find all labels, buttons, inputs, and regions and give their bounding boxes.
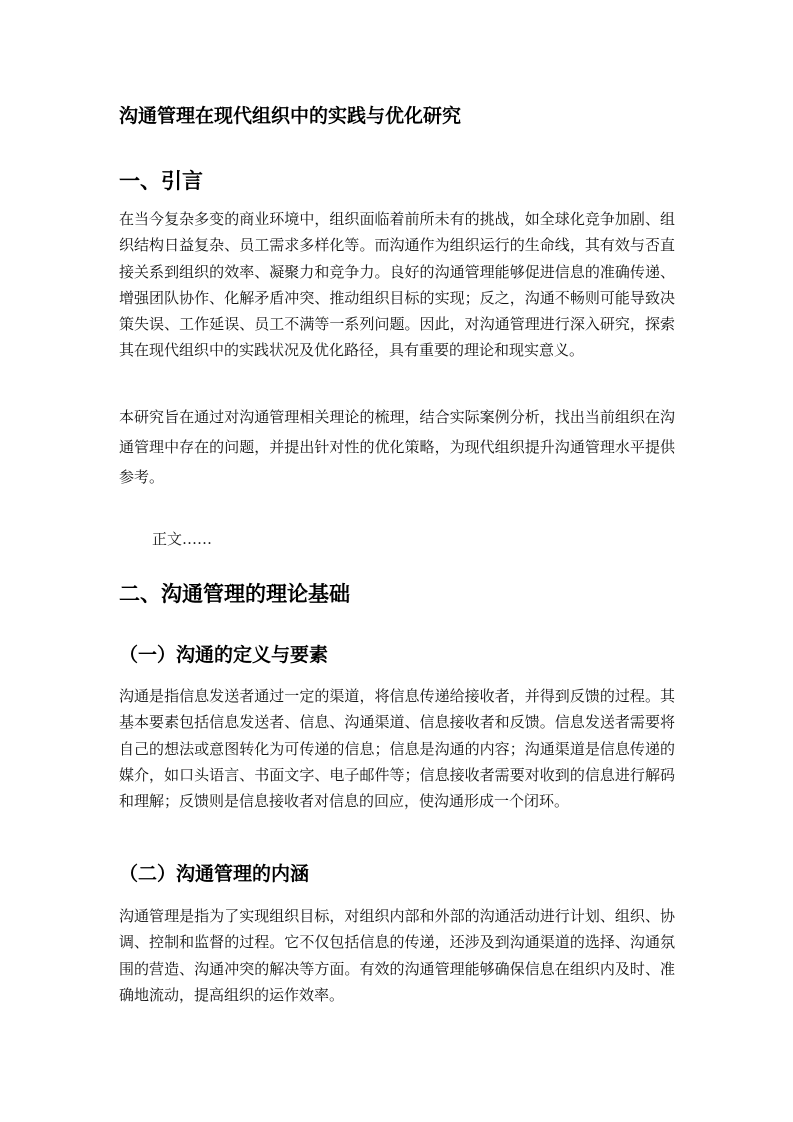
intro-paragraph-2: 本研究旨在通过对沟通管理相关理论的梳理，结合实际案例分析，找出当前组织在沟通管理中存在的问题，并提出针对性的优化策略，为现代组织提升沟通管理水平提供参考。 [119,408,675,486]
section-heading-theory: 二、沟通管理的理论基础 [119,582,350,606]
section-heading-introduction: 一、引言 [119,169,203,193]
subsection-heading-connotation: （二）沟通管理的内涵 [119,863,310,885]
subsection-heading-definition: （一）沟通的定义与要素 [119,644,329,666]
document-title: 沟通管理在现代组织中的实践与优化研究 [119,105,462,127]
connotation-paragraph: 沟通管理是指为了实现组织目标，对组织内部和外部的沟通活动进行计划、组织、协调、控制和监督的过程。它不仅包括信息的传递，还涉及到沟通渠道的选择、沟通氛围的营造、沟通冲突的解决等方面。有效的沟通管理能够确保信息在组织内及时、准确地流动，提高组织的运作效率。 [119,907,675,1004]
intro-paragraph-1: 在当今复杂多变的商业环境中，组织面临着前所未有的挑战，如全球化竞争加剧、组织结构日益复杂、员工需求多样化等。而沟通作为组织运行的生命线，其有效与否直接关系到组织的效率、凝聚力和竞争力。良好的沟通管理能够促进信息的准确传递、增强团队协作、化解矛盾冲突、推动组织目标的实现；反之，沟通不畅则可能导致决策失误、工作延误、员工不满等一系列问题。因此，对沟通管理进行深入研究，探索其在现代组织中的实践状况及优化路径，具有重要的理论和现实意义。 [119,210,675,360]
definition-paragraph: 沟通是指信息发送者通过一定的渠道，将信息传递给接收者，并得到反馈的过程。其基本要素包括信息发送者、信息、沟通渠道、信息接收者和反馈。信息发送者需要将自己的想法或意图转化为可传递的信息；信息是沟通的内容；沟通渠道是信息传递的媒介，如口头语言、书面文字、电子邮件等；信息接收者需要对收到的信息进行解码和理解；反馈则是信息接收者对信息的回应，使沟通形成一个闭环。 [119,687,675,811]
body-placeholder-note: 正文…… [152,530,213,548]
